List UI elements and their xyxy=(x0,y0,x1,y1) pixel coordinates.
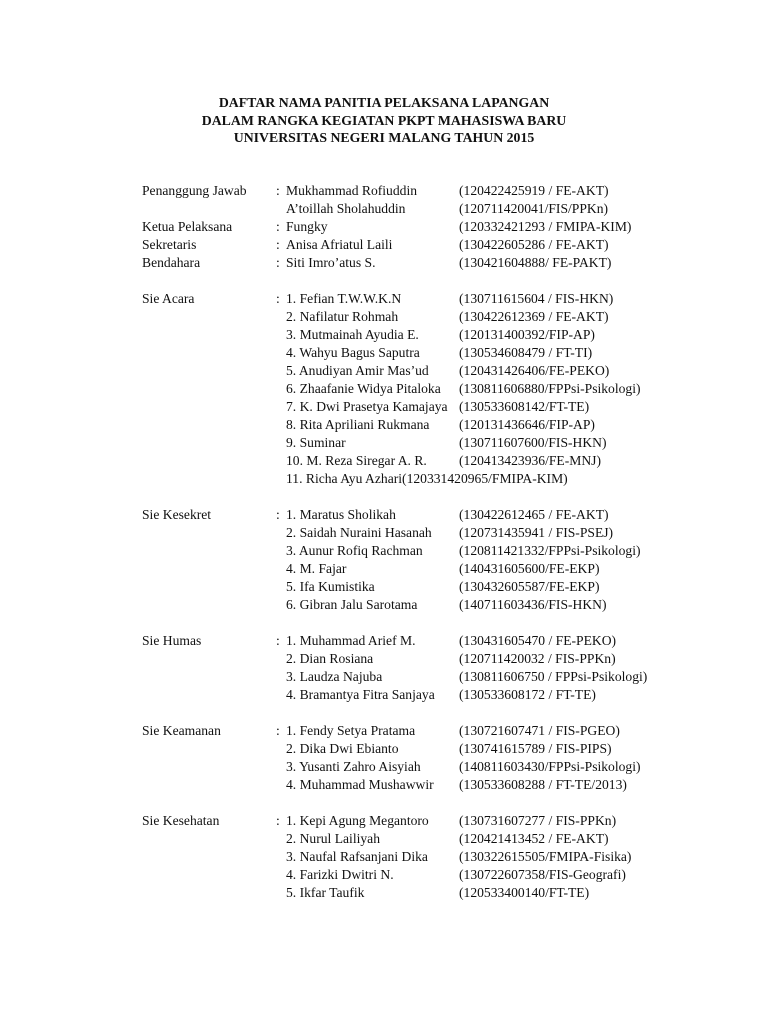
member-row xyxy=(0,362,768,380)
member-id-faculty: (120711420041/FIS/PPKn) xyxy=(459,201,609,216)
member-row xyxy=(0,344,768,362)
member-name: 4. Farizki Dwitri N. xyxy=(286,867,394,882)
leadership-row xyxy=(0,182,768,200)
member-name: 5. Ikfar Taufik xyxy=(286,885,365,900)
leadership-row xyxy=(0,218,768,236)
member-name: 2. Dian Rosiana xyxy=(286,651,374,666)
member-row xyxy=(0,308,768,326)
document-title xyxy=(0,94,768,147)
member-id-faculty: (120811421332/FPPsi-Psikologi) xyxy=(459,543,641,558)
member-row xyxy=(0,776,768,794)
member-id-faculty: (140711603436/FIS-HKN) xyxy=(459,597,607,612)
member-name: 2. Dika Dwi Ebianto xyxy=(286,741,399,756)
member-row xyxy=(0,560,768,578)
member-row xyxy=(0,632,768,650)
member-id-faculty: (120131436646/FIP-AP) xyxy=(459,417,595,432)
member-name: 11. Richa Ayu Azhari(120331420965/FMIPA-KIM) xyxy=(286,471,568,486)
member-row xyxy=(0,650,768,668)
member-id-faculty: (130432605587/FE-EKP) xyxy=(459,579,600,594)
member-id-faculty: (130533608172 / FT-TE) xyxy=(459,687,596,702)
colon-separator: : xyxy=(276,507,280,522)
leadership-row xyxy=(0,236,768,254)
member-name: 6. Gibran Jalu Sarotama xyxy=(286,597,418,612)
member-id-faculty: (130811606880/FPPsi-Psikologi) xyxy=(459,381,641,396)
member-id-faculty: (130731607277 / FIS-PPKn) xyxy=(459,813,617,828)
title-line-3: UNIVERSITAS NEGERI MALANG TAHUN 2015 xyxy=(233,130,535,146)
member-name: 1. Fendy Setya Pratama xyxy=(286,723,416,738)
colon-separator: : xyxy=(276,255,280,270)
member-id-faculty: (130811606750 / FPPsi-Psikologi) xyxy=(459,669,648,684)
role-label: Penanggung Jawab xyxy=(142,183,247,198)
member-id-faculty: (130533608288 / FT-TE/2013) xyxy=(459,777,627,792)
member-id-faculty: (130422605286 / FE-AKT) xyxy=(459,237,609,252)
member-id-faculty: (130431605470 / FE-PEKO) xyxy=(459,633,617,648)
member-name: 1. Kepi Agung Megantoro xyxy=(286,813,429,828)
member-id-faculty: (140811603430/FPPsi-Psikologi) xyxy=(459,759,641,774)
member-row xyxy=(0,398,768,416)
title-line-1: DAFTAR NAMA PANITIA PELAKSANA LAPANGAN xyxy=(218,95,550,110)
member-name: 9. Suminar xyxy=(286,435,346,450)
member-id-faculty: (120431426406/FE-PEKO) xyxy=(459,363,610,378)
member-row xyxy=(0,686,768,704)
colon-separator: : xyxy=(276,723,280,738)
member-row xyxy=(0,758,768,776)
member-row xyxy=(0,524,768,542)
member-row xyxy=(0,848,768,866)
member-id-faculty: (120731435941 / FIS-PSEJ) xyxy=(459,525,614,540)
member-row xyxy=(0,722,768,740)
leadership-row xyxy=(0,200,768,218)
member-row xyxy=(0,866,768,884)
member-name: 4. Muhammad Mushawwir xyxy=(286,777,434,792)
member-row xyxy=(0,326,768,344)
member-name: 8. Rita Apriliani Rukmana xyxy=(286,417,430,432)
member-id-faculty: (130422612369 / FE-AKT) xyxy=(459,309,609,324)
member-id-faculty: (130421604888/ FE-PAKT) xyxy=(459,255,612,270)
member-row xyxy=(0,596,768,614)
member-row xyxy=(0,452,768,470)
section-gap xyxy=(0,488,768,506)
member-id-faculty: (140431605600/FE-EKP) xyxy=(459,561,600,576)
colon-separator: : xyxy=(276,183,280,198)
member-name: 2. Nurul Lailiyah xyxy=(286,831,381,846)
member-name: 1. Maratus Sholikah xyxy=(286,507,396,522)
member-row xyxy=(0,470,768,488)
section-gap xyxy=(0,272,768,290)
member-name: 1. Fefian T.W.W.K.N xyxy=(286,291,402,306)
colon-separator: : xyxy=(276,237,280,252)
member-name: 5. Ifa Kumistika xyxy=(286,579,375,594)
member-row xyxy=(0,884,768,902)
role-label: Sie Kesekret xyxy=(142,507,212,522)
member-name: 3. Yusanti Zahro Aisyiah xyxy=(286,759,421,774)
role-label: Sie Acara xyxy=(142,291,195,306)
role-label: Bendahara xyxy=(142,255,201,270)
member-name: 3. Aunur Rofiq Rachman xyxy=(286,543,423,558)
member-name: 4. Bramantya Fitra Sanjaya xyxy=(286,687,435,702)
member-row xyxy=(0,668,768,686)
member-name: 2. Nafilatur Rohmah xyxy=(286,309,399,324)
member-id-faculty: (130422612465 / FE-AKT) xyxy=(459,507,609,522)
section-gap xyxy=(0,614,768,632)
member-id-faculty: (120711420032 / FIS-PPKn) xyxy=(459,651,616,666)
member-name: 6. Zhaafanie Widya Pitaloka xyxy=(286,381,441,396)
member-id-faculty: (120131400392/FIP-AP) xyxy=(459,327,595,342)
member-id-faculty: (120421413452 / FE-AKT) xyxy=(459,831,609,846)
role-label: Sie Kesehatan xyxy=(142,813,220,828)
colon-separator: : xyxy=(276,633,280,648)
member-name: 10. M. Reza Siregar A. R. xyxy=(286,453,427,468)
member-id-faculty: (120332421293 / FMIPA-KIM) xyxy=(459,219,632,234)
member-name: A’toillah Sholahuddin xyxy=(286,201,406,216)
member-id-faculty: (120422425919 / FE-AKT) xyxy=(459,183,609,198)
member-id-faculty: (130722607358/FIS-Geografi) xyxy=(459,867,626,882)
section-gap xyxy=(0,704,768,722)
member-row xyxy=(0,740,768,758)
member-name: 5. Anudiyan Amir Mas’ud xyxy=(286,363,429,378)
role-label: Ketua Pelaksana xyxy=(142,219,233,234)
leadership-row xyxy=(0,254,768,272)
role-label: Sie Humas xyxy=(142,633,202,648)
member-id-faculty: (130721607471 / FIS-PGEO) xyxy=(459,723,620,738)
member-row xyxy=(0,380,768,398)
member-id-faculty: (130741615789 / FIS-PIPS) xyxy=(459,741,612,756)
member-name: 4. M. Fajar xyxy=(286,561,347,576)
member-name: Anisa Afriatul Laili xyxy=(286,237,393,252)
member-row xyxy=(0,830,768,848)
title-line-2: DALAM RANGKA KEGIATAN PKPT MAHASISWA BARU xyxy=(201,112,567,128)
member-name: 4. Wahyu Bagus Saputra xyxy=(286,345,420,360)
member-id-faculty: (120413423936/FE-MNJ) xyxy=(459,453,601,468)
member-id-faculty: (130533608142/FT-TE) xyxy=(459,399,590,414)
member-id-faculty: (130322615505/FMIPA-Fisika) xyxy=(459,849,632,864)
member-id-faculty: (120533400140/FT-TE) xyxy=(459,885,590,900)
member-row xyxy=(0,542,768,560)
member-row xyxy=(0,506,768,524)
committee-list xyxy=(0,182,768,902)
member-name: 3. Mutmainah Ayudia E. xyxy=(286,327,419,342)
member-name: Fungky xyxy=(286,219,328,234)
member-row xyxy=(0,812,768,830)
section-gap xyxy=(0,794,768,812)
member-name: 3. Naufal Rafsanjani Dika xyxy=(286,849,428,864)
member-id-faculty: (130711607600/FIS-HKN) xyxy=(459,435,607,450)
member-name: 2. Saidah Nuraini Hasanah xyxy=(286,525,432,540)
member-id-faculty: (130534608479 / FT-TI) xyxy=(459,345,593,360)
role-label: Sekretaris xyxy=(142,237,197,252)
member-row xyxy=(0,416,768,434)
colon-separator: : xyxy=(276,813,280,828)
member-row xyxy=(0,434,768,452)
member-row xyxy=(0,578,768,596)
member-name: 1. Muhammad Arief M. xyxy=(286,633,416,648)
colon-separator: : xyxy=(276,219,280,234)
role-label: Sie Keamanan xyxy=(142,723,221,738)
member-name: Siti Imro’atus S. xyxy=(286,255,376,270)
colon-separator: : xyxy=(276,291,280,306)
member-row xyxy=(0,290,768,308)
member-id-faculty: (130711615604 / FIS-HKN) xyxy=(459,291,614,306)
member-name: Mukhammad Rofiuddin xyxy=(286,183,418,198)
member-name: 7. K. Dwi Prasetya Kamajaya xyxy=(286,399,448,414)
member-name: 3. Laudza Najuba xyxy=(286,669,383,684)
